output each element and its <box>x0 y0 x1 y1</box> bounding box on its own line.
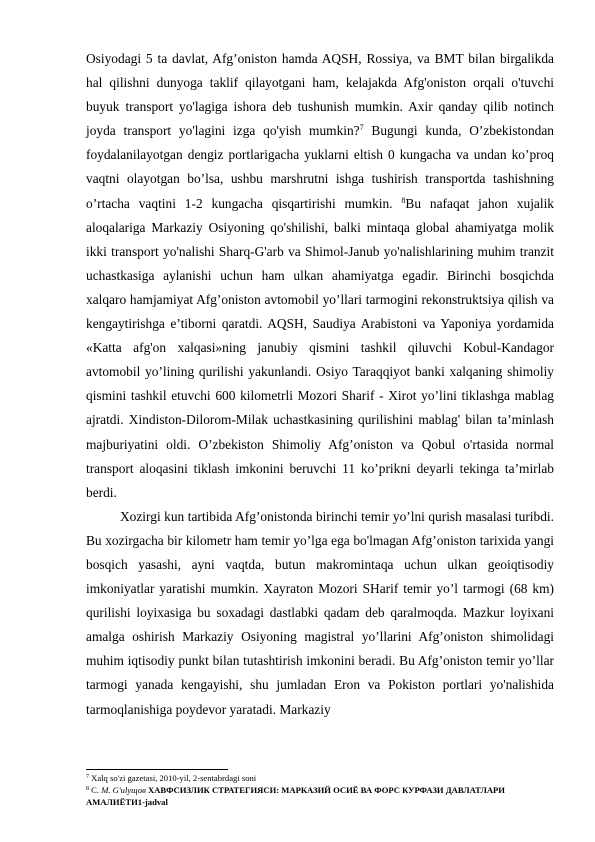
footnote-8-title: ХАВФСИЗЛИК СТРАТЕГИЯСИ: МАРКАЗИЙ ОСИЁ ВА ФОРС КУРФАЗИ ДАВЛАТЛАРИ АМАЛИЁТИ <box>86 785 505 807</box>
footnote-8-mark: 8 <box>86 786 89 792</box>
paragraph-1 <box>86 47 554 505</box>
footnote-8 <box>86 784 554 808</box>
footnotes <box>86 772 554 808</box>
footnote-separator <box>86 769 228 770</box>
paragraph-1-text-a: Osiyodagi 5 ta davlat, Afg’oniston hamda AQSH, Rossiya, va BMT bilan birgalikda hal qilishni dunyoga taklif qilayotgani ham, kelajakda Afg'oniston orqali o'tuvchi buyuk transport yo'lagiga ishora deb tushunish mumkin. Axir qanday qilib notinch joyda transport yo'lagini izga qo'yish mumkin? <box>86 51 554 139</box>
footnote-7-mark: 7 <box>86 774 89 780</box>
paragraph-1-text-c: Bu nafaqat jahon xujalik aloqalariga Markaziy Osiyoning qo'shilishi, balki mintaqa global ahamiyatga molik ikki transport yo'nalishi Sharq-G'arb va Shimol-Janub yo'nalishlarining muhim tranzit uchastkasiga aylanishi uchun ham ulkan ahamiyatga egadir. Birinchi bosqichda xalqaro hamjamiyat Afg’oniston avtomobil yo’llari tarmogini rekonstruktsiya qilish va kengaytirishga e’tiborni qaratdi. AQSH, Saudiya Arabistoni va Yaponiya yordamida «Katta afg'on xalqasi»ning janubiy qismini tashkil qiluvchi Kobul-Kandagor avtomobil yo’lining qurilishi yakunlandi. Osiyo Taraqqiyot banki xalqaning shimoliy qismini tashkil etuvchi 600 kilometrli Mozori Sharif - Xirot yo’lini tiklashga mablag ajratdi. Xindiston-Dilorom-Milak uchastkasining qurilishini mablag' bilan ta’minlash majburiyatini oldi. O’zbekiston Shimoliy Afg’oniston va Qobul o'rtasida normal transport aloqasini tiklash imkonini beruvchi 11 ko’prikni deyarli tekinga ta’mirlab berdi. <box>86 195 554 500</box>
body-text <box>86 47 554 722</box>
footnote-ref-7[interactable]: 7 <box>359 123 364 133</box>
paragraph-1-text-b: Bugungi kunda, O’zbekistondan foydalanilayotgan dengiz portlarigacha yuklarni eltish 0 kungacha va undan ko’proq vaqtni olayotgan bo’lsa, ushbu marshrutni ishga tushirish transportda tashishning o’rtacha vaqtini 1-2 kungacha qisqartirishi mumkin. <box>86 123 554 211</box>
footnote-8-author: M. G'ulyщов <box>101 785 146 795</box>
footnote-7-text: Xalq so'zi gazetasi, 2010-yil, 2-sentabrdagi soni <box>89 773 257 783</box>
paragraph-2: Xozirgi kun tartibida Afg’onistonda birinchi temir yo’lni qurish masalasi turibdi. Bu xozirgacha bir kilometr ham temir yo’lga ega bo'lmagan Afg’oniston tarixida yangi bosqich yasashi, ayni vaqtda, butun makromintaqa uchun ulkan geoiqtisodiy imkoniyatlar yaratishi mumkin. Xayraton Mozori SHarif temir yo’l tarmogi (68 km) qurilishi loyixasiga bu soxadagi dastlabki qadam deb qaralmoqda. Mazkur loyixani amalga oshirish Markaziy Osiyoning magistral yo’llarini Afg’oniston shimolidagi muhim iqtisodiy punkt bilan tutashtirish imkonini beradi. Bu Afg’oniston temir yo’llar tarmogi yanada kengayishi, shu jumladan Eron va Pokiston portlari yo'nalishida tarmoqlanishiga poydevor yaratadi. Markaziy <box>86 508 554 717</box>
footnote-8-prefix: С. <box>89 785 102 795</box>
footnote-7 <box>86 772 554 784</box>
footnote-8-table: 1-jadval <box>137 797 168 807</box>
footnote-ref-8[interactable]: 8 <box>401 195 406 205</box>
